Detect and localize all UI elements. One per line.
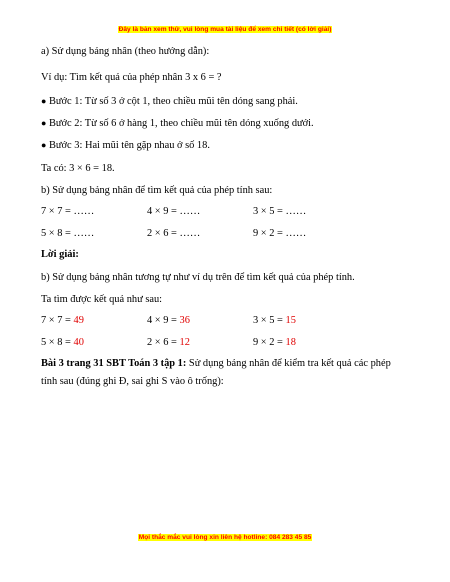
step-text: Bước 3: Hai mũi tên gặp nhau ở số 18. — [49, 140, 210, 151]
answer-expression: 7 × 7 = — [41, 315, 74, 326]
answer-cell — [41, 314, 84, 327]
answer-cell — [147, 336, 190, 349]
step-item — [41, 139, 210, 152]
step-text: Bước 1: Từ số 3 ở cột 1, theo chiều mũi tên dóng sang phải. — [49, 96, 298, 107]
answer-cell — [253, 314, 296, 327]
exercise-3-text: Sử dụng bảng nhân để kiểm tra kết quả các phép — [186, 358, 391, 369]
step-item — [41, 117, 314, 130]
section-a-title: a) Sử dụng bảng nhân (theo hướng dẫn): — [41, 46, 210, 57]
bullet-icon: ● — [41, 96, 47, 106]
problem-cell: 7 × 7 = …… — [41, 206, 95, 217]
step-text: Bước 2: Từ số 6 ở hàng 1, theo chiều mũi tên dóng xuống dưới. — [49, 118, 314, 129]
answer-expression: 5 × 8 = — [41, 337, 74, 348]
answer-value: 49 — [73, 315, 84, 326]
answer-value: 18 — [285, 337, 296, 348]
solution-lead: Ta tìm được kết quả như sau: — [41, 294, 163, 305]
exercise-3-text-continued: tính sau (đúng ghi Đ, sai ghi S vào ô trống): — [41, 376, 224, 387]
preview-notice-banner — [0, 26, 450, 33]
answer-expression: 4 × 9 = — [147, 315, 180, 326]
bullet-icon: ● — [41, 118, 47, 128]
answer-value: 36 — [179, 315, 190, 326]
section-b-title: b) Sử dụng bảng nhân để tìm kết quả của phép tính sau: — [41, 185, 273, 196]
hotline-banner — [0, 534, 450, 541]
answer-value: 40 — [73, 337, 84, 348]
solution-heading: Lời giải: — [41, 249, 79, 260]
example-result: Ta có: 3 × 6 = 18. — [41, 163, 115, 174]
answer-cell — [147, 314, 190, 327]
exercise-3-label: Bài 3 trang 31 SBT Toán 3 tập 1: — [41, 358, 187, 369]
solution-intro: b) Sử dụng bảng nhân tương tự như ví dụ trên để tìm kết quả của phép tính. — [41, 272, 355, 283]
bullet-icon: ● — [41, 140, 47, 150]
problem-cell: 4 × 9 = …… — [147, 206, 201, 217]
answer-cell — [253, 336, 296, 349]
answer-value: 12 — [179, 337, 190, 348]
problem-cell: 5 × 8 = …… — [41, 228, 95, 239]
step-item — [41, 95, 298, 108]
hotline-text: Mọi thắc mắc vui lòng xin liên hệ hotline: 084 283 45 85 — [138, 534, 312, 541]
problem-cell: 2 × 6 = …… — [147, 228, 201, 239]
answer-expression: 9 × 2 = — [253, 337, 286, 348]
exercise-3-line — [41, 357, 391, 370]
example-text: Ví dụ: Tìm kết quả của phép nhân 3 x 6 = ? — [41, 72, 222, 83]
answer-expression: 2 × 6 = — [147, 337, 180, 348]
answer-value: 15 — [285, 315, 296, 326]
problem-cell: 3 × 5 = …… — [253, 206, 307, 217]
problem-cell: 9 × 2 = …… — [253, 228, 307, 239]
answer-expression: 3 × 5 = — [253, 315, 286, 326]
preview-notice-text: Đây là bản xem thử, vui lòng mua tài liệu để xem chi tiết (có lời giải) — [118, 26, 332, 33]
answer-cell — [41, 336, 84, 349]
